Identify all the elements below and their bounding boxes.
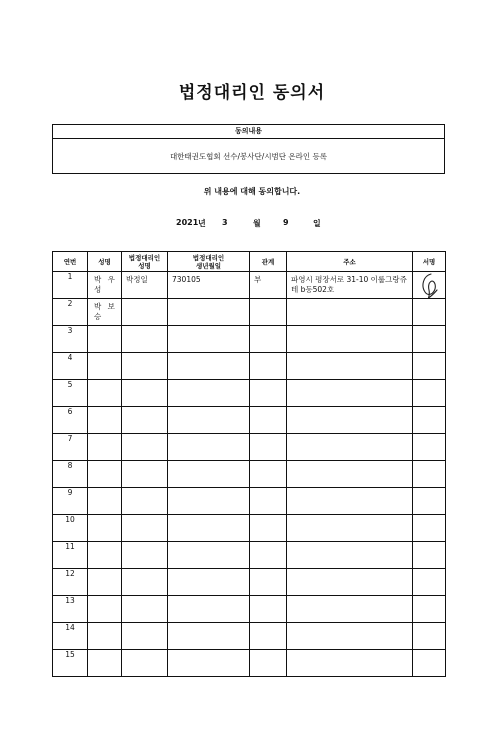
guardian-name-cell-text — [122, 569, 167, 572]
guardian-name-cell — [122, 515, 168, 542]
guardian-birthdate-cell — [168, 326, 250, 353]
guardian-birthdate-cell-text — [168, 326, 249, 329]
signature-cell — [413, 353, 446, 380]
date-day: 9 — [283, 218, 289, 227]
relation-cell — [250, 542, 287, 569]
row-number: 13 — [53, 596, 88, 623]
row-number: 1 — [53, 272, 88, 299]
row-number: 12 — [53, 569, 88, 596]
participant-name-cell — [88, 326, 122, 353]
participant-name-cell-text — [88, 434, 121, 437]
guardian-name-cell-text — [122, 299, 167, 302]
address-cell-text — [287, 569, 412, 572]
agreement-statement: 위 내용에 대해 동의합니다. — [203, 187, 301, 196]
table-row — [53, 569, 446, 596]
participant-name-cell-text — [88, 596, 121, 599]
address-cell — [287, 272, 413, 299]
participant-name-cell-text — [88, 542, 121, 545]
signature-cell — [413, 326, 446, 353]
guardian-birthdate-cell — [168, 650, 250, 677]
guardian-birthdate-cell-text — [168, 380, 249, 383]
relation-cell-text — [250, 488, 286, 491]
relation-cell — [250, 461, 287, 488]
address-cell-text — [287, 488, 412, 491]
participant-name-cell — [88, 461, 122, 488]
participant-name-cell-text — [88, 461, 121, 464]
guardian-name-cell — [122, 272, 168, 299]
address-cell — [287, 326, 413, 353]
relation-cell — [250, 515, 287, 542]
row-number: 8 — [53, 461, 88, 488]
relation-cell — [250, 272, 287, 299]
address-cell — [287, 353, 413, 380]
table-row — [53, 380, 446, 407]
participant-name-cell — [88, 380, 122, 407]
row-number: 11 — [53, 542, 88, 569]
relation-cell — [250, 650, 287, 677]
participant-name-cell-text: 박 우 성 — [94, 275, 117, 294]
header-relation: 관계 — [250, 252, 287, 272]
address-cell-text — [287, 299, 412, 302]
table-row — [53, 461, 446, 488]
participant-name-cell — [88, 407, 122, 434]
consent-body: 대한태권도협회 선수/봉사단/시범단 온라인 등록 — [169, 152, 328, 161]
row-number: 2 — [53, 299, 88, 326]
table-row — [53, 326, 446, 353]
participant-name-cell — [88, 434, 122, 461]
guardian-birthdate-cell-text — [168, 488, 249, 491]
address-cell — [287, 650, 413, 677]
address-cell-text — [287, 380, 412, 383]
signature-cell — [413, 434, 446, 461]
signature-cell — [413, 407, 446, 434]
address-cell-text — [287, 461, 412, 464]
relation-cell — [250, 326, 287, 353]
participant-name-cell — [88, 623, 122, 650]
relation-cell — [250, 434, 287, 461]
relation-cell-text — [250, 434, 286, 437]
address-cell-text — [287, 353, 412, 356]
participant-name-cell — [88, 353, 122, 380]
date-month: 3 — [222, 218, 228, 227]
header-guardian-name: 법정대리인 성명 — [122, 252, 168, 272]
guardian-birthdate-cell — [168, 515, 250, 542]
signature-cell — [413, 380, 446, 407]
table-row — [53, 542, 446, 569]
guardian-name-cell — [122, 596, 168, 623]
address-cell — [287, 488, 413, 515]
guardian-name-cell-text — [122, 353, 167, 356]
guardian-name-cell — [122, 299, 168, 326]
guardian-birthdate-cell-text — [168, 596, 249, 599]
participant-name-cell-text — [88, 326, 121, 329]
relation-cell-text — [250, 299, 286, 302]
relation-cell — [250, 299, 287, 326]
guardian-birthdate-cell — [168, 299, 250, 326]
participant-name-cell — [88, 596, 122, 623]
guardian-birthdate-cell-text — [168, 353, 249, 356]
signature-cell — [413, 542, 446, 569]
guardian-name-cell — [122, 623, 168, 650]
guardian-name-cell-text — [122, 542, 167, 545]
guardian-name-cell-text — [122, 326, 167, 329]
signature-cell — [413, 650, 446, 677]
row-number: 15 — [53, 650, 88, 677]
participant-name-cell-text — [88, 569, 121, 572]
signature-cell — [413, 623, 446, 650]
relation-cell-text — [250, 596, 286, 599]
row-number: 10 — [53, 515, 88, 542]
row-number: 14 — [53, 623, 88, 650]
relation-cell-text — [250, 380, 286, 383]
guardian-birthdate-cell-text — [168, 299, 249, 302]
participant-name-cell-text: 박 보 승 — [94, 302, 117, 321]
guardian-birthdate-cell — [168, 569, 250, 596]
address-cell-text — [287, 596, 412, 599]
relation-cell — [250, 380, 287, 407]
row-number: 3 — [53, 326, 88, 353]
guardian-name-cell-text — [122, 461, 167, 464]
date-month-unit: 월 — [253, 219, 261, 228]
relation-cell-text — [250, 542, 286, 545]
guardian-name-cell-text — [122, 650, 167, 653]
header-no: 연번 — [53, 252, 88, 272]
relation-cell-text — [250, 353, 286, 356]
address-cell-text — [287, 515, 412, 518]
guardian-name-cell — [122, 650, 168, 677]
guardian-birthdate-cell-text — [168, 407, 249, 410]
participant-name-cell-text — [88, 380, 121, 383]
guardian-name-cell — [122, 542, 168, 569]
relation-cell-text — [250, 623, 286, 626]
relation-cell-text — [250, 650, 286, 653]
table-row — [53, 596, 446, 623]
relation-cell — [250, 623, 287, 650]
guardian-name-cell — [122, 353, 168, 380]
date-day-unit: 일 — [313, 219, 321, 228]
participant-name-cell-text — [88, 515, 121, 518]
guardian-name-cell-text — [122, 407, 167, 410]
signature-cell — [413, 515, 446, 542]
relation-cell — [250, 407, 287, 434]
address-cell-text — [287, 542, 412, 545]
address-cell — [287, 380, 413, 407]
address-cell-text — [287, 434, 412, 437]
guardian-name-cell — [122, 461, 168, 488]
document-title: 법정대리인 동의서 — [178, 83, 326, 103]
address-cell-text — [287, 326, 412, 329]
table-row — [53, 515, 446, 542]
guardian-consent-table — [52, 251, 446, 677]
guardian-name-cell-text — [122, 596, 167, 599]
guardian-birthdate-cell — [168, 272, 250, 299]
participant-name-cell — [88, 542, 122, 569]
guardian-name-cell — [122, 569, 168, 596]
signature-cell — [413, 596, 446, 623]
signature-cell — [413, 569, 446, 596]
guardian-name-cell — [122, 380, 168, 407]
address-cell — [287, 515, 413, 542]
table-row — [53, 434, 446, 461]
address-cell-text — [287, 623, 412, 626]
guardian-birthdate-cell-text — [168, 650, 249, 653]
address-cell — [287, 407, 413, 434]
header-guardian-birth: 법정대리인 생년월일 — [168, 252, 250, 272]
guardian-name-cell-text — [122, 434, 167, 437]
guardian-birthdate-cell — [168, 488, 250, 515]
header-address: 주소 — [287, 252, 413, 272]
participant-name-cell-text — [88, 407, 121, 410]
consent-box — [52, 124, 445, 174]
guardian-name-cell-text — [122, 623, 167, 626]
address-cell — [287, 434, 413, 461]
row-number: 4 — [53, 353, 88, 380]
participant-name-cell — [88, 569, 122, 596]
guardian-birthdate-cell — [168, 380, 250, 407]
consent-header: 동의내용 — [53, 125, 444, 139]
signature-cell — [413, 299, 446, 326]
signature-cell — [413, 488, 446, 515]
guardian-birthdate-cell — [168, 407, 250, 434]
guardian-birthdate-cell — [168, 434, 250, 461]
participant-name-cell — [88, 650, 122, 677]
guardian-birthdate-cell-text — [168, 515, 249, 518]
table-header-row — [53, 252, 446, 272]
participant-name-cell — [88, 299, 122, 326]
relation-cell-text — [250, 326, 286, 329]
guardian-birthdate-cell-text — [168, 461, 249, 464]
guardian-name-cell-text: 박정일 — [126, 275, 148, 284]
relation-cell — [250, 353, 287, 380]
guardian-name-cell — [122, 407, 168, 434]
guardian-name-cell-text — [122, 380, 167, 383]
table-row — [53, 353, 446, 380]
address-cell — [287, 299, 413, 326]
date-year-unit: 년 — [198, 219, 206, 228]
row-number: 9 — [53, 488, 88, 515]
guardian-birthdate-cell — [168, 596, 250, 623]
guardian-name-cell-text — [122, 488, 167, 491]
guardian-birthdate-cell — [168, 353, 250, 380]
relation-cell — [250, 569, 287, 596]
address-cell — [287, 542, 413, 569]
guardian-name-cell — [122, 434, 168, 461]
participant-name-cell — [88, 272, 122, 299]
guardian-birthdate-cell-text: 730105 — [172, 275, 201, 284]
guardian-name-cell — [122, 488, 168, 515]
header-signature: 서명 — [413, 252, 446, 272]
guardian-name-cell — [122, 326, 168, 353]
table-row — [53, 299, 446, 326]
participant-name-cell-text — [88, 623, 121, 626]
table-row — [53, 623, 446, 650]
address-cell — [287, 461, 413, 488]
signature-cell — [413, 272, 446, 299]
table-row — [53, 272, 446, 299]
address-cell — [287, 596, 413, 623]
header-name: 성명 — [88, 252, 122, 272]
address-cell-text: 파영시 평장서로 31-10 이룹그랑쥬테 b동502호 — [291, 275, 407, 294]
address-cell-text — [287, 407, 412, 410]
handwritten-signature — [413, 272, 446, 299]
participant-name-cell-text — [88, 488, 121, 491]
date-year: 2021 — [176, 218, 199, 227]
guardian-birthdate-cell — [168, 461, 250, 488]
signature-cell — [413, 461, 446, 488]
participant-name-cell — [88, 488, 122, 515]
participant-name-cell — [88, 515, 122, 542]
guardian-name-cell-text — [122, 515, 167, 518]
relation-cell-text — [250, 569, 286, 572]
address-cell-text — [287, 650, 412, 653]
address-cell — [287, 569, 413, 596]
guardian-birthdate-cell-text — [168, 623, 249, 626]
guardian-birthdate-cell — [168, 542, 250, 569]
relation-cell-text: 부 — [254, 275, 262, 284]
row-number: 5 — [53, 380, 88, 407]
table-row — [53, 488, 446, 515]
guardian-birthdate-cell — [168, 623, 250, 650]
relation-cell-text — [250, 515, 286, 518]
relation-cell — [250, 488, 287, 515]
guardian-birthdate-cell-text — [168, 569, 249, 572]
guardian-birthdate-cell-text — [168, 434, 249, 437]
address-cell — [287, 623, 413, 650]
relation-cell — [250, 596, 287, 623]
guardian-birthdate-cell-text — [168, 542, 249, 545]
row-number: 6 — [53, 407, 88, 434]
table-row — [53, 650, 446, 677]
relation-cell-text — [250, 461, 286, 464]
table-row — [53, 407, 446, 434]
participant-name-cell-text — [88, 353, 121, 356]
relation-cell-text — [250, 407, 286, 410]
participant-name-cell-text — [88, 650, 121, 653]
row-number: 7 — [53, 434, 88, 461]
